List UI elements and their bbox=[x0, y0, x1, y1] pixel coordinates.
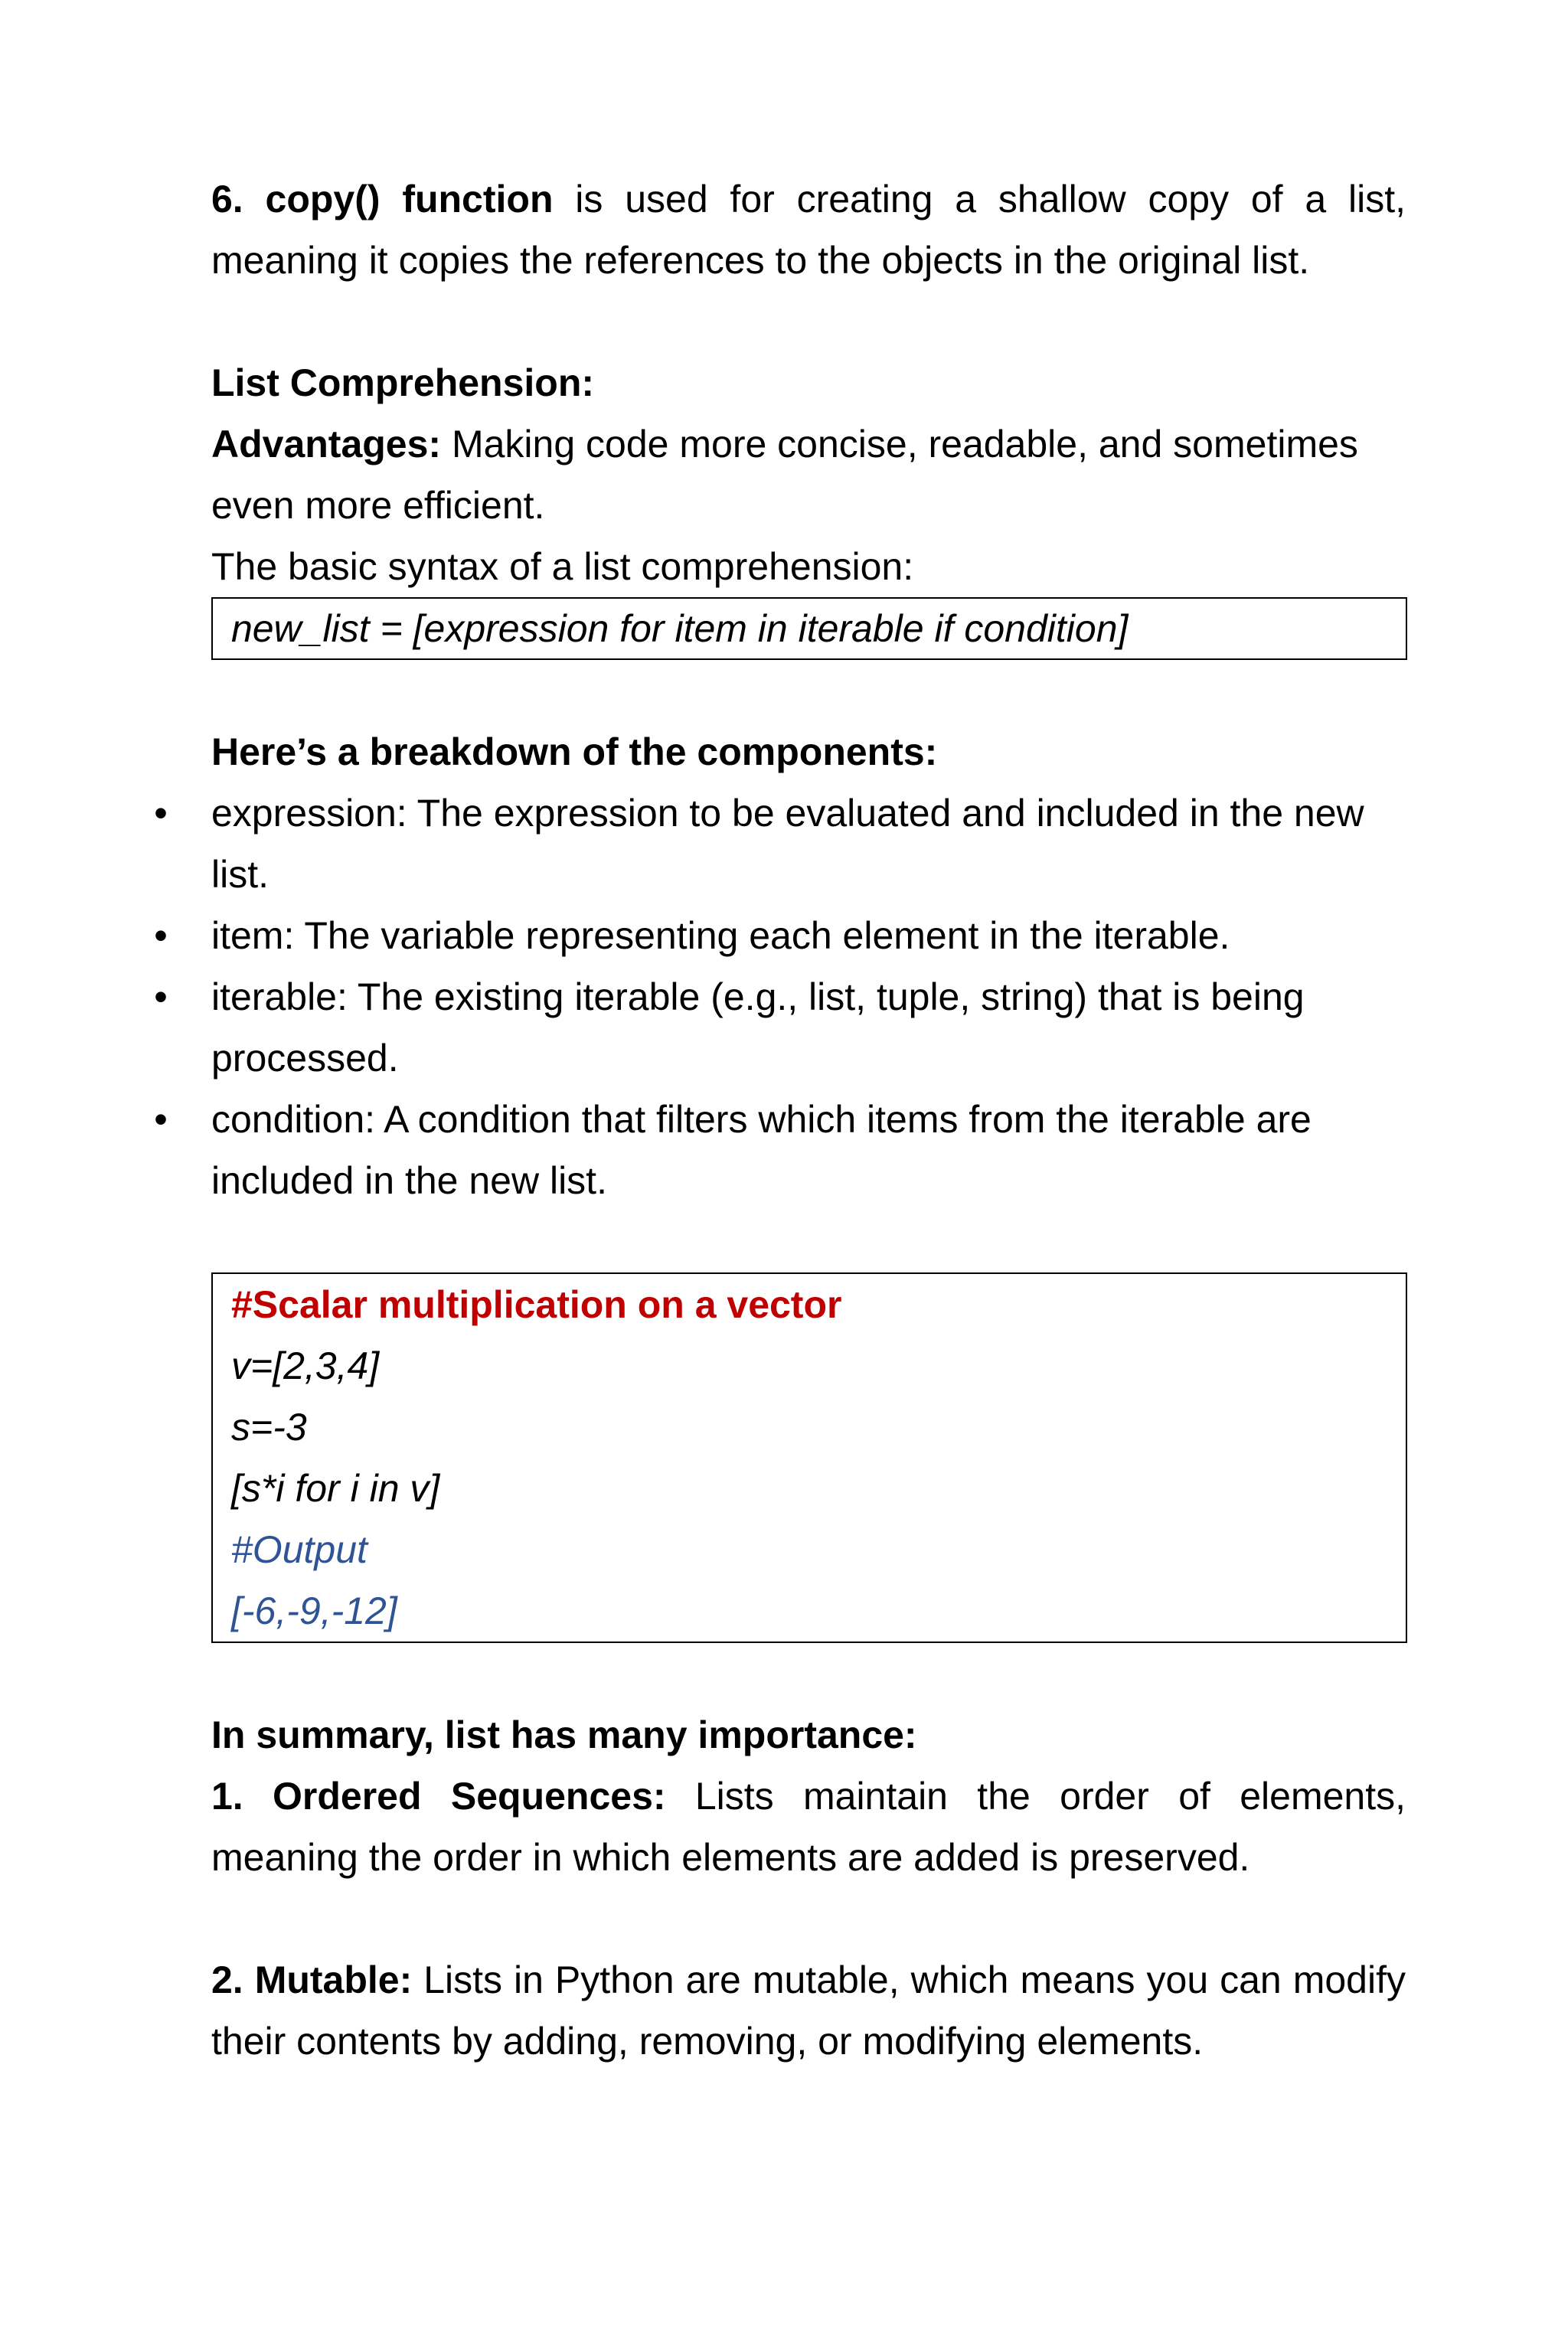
breakdown-list bbox=[154, 782, 1406, 1211]
list-item bbox=[154, 782, 1406, 905]
list-comprehension-title: List Comprehension: bbox=[211, 361, 595, 404]
breakdown-title: Here’s a breakdown of the components: bbox=[211, 730, 938, 773]
code-line: s=-3 bbox=[231, 1406, 307, 1449]
summary-point-mutable bbox=[211, 1949, 1406, 2072]
list-item-text: item: The variable representing each element in the iterable. bbox=[211, 914, 1230, 957]
copy-function-text: is used for creating a shallow copy of a list, meaning it copies the references to the objects in the original list. bbox=[211, 178, 1406, 282]
advantages-paragraph bbox=[211, 413, 1406, 536]
spacer bbox=[211, 1211, 1406, 1272]
syntax-intro: The basic syntax of a list comprehension: bbox=[211, 545, 914, 588]
summary-point-text: Lists in Python are mutable, which means you can modify their contents by adding, removing, or modifying elements. bbox=[211, 1958, 1406, 2063]
code-example-box bbox=[211, 1272, 1407, 1643]
bullet-icon: • bbox=[154, 1098, 168, 1141]
list-item bbox=[154, 1089, 1406, 1211]
spacer bbox=[211, 291, 1406, 352]
document-page bbox=[154, 168, 1406, 2072]
copy-function-paragraph bbox=[211, 168, 1406, 291]
code-line: [s*i for i in v] bbox=[231, 1467, 440, 1510]
list-item bbox=[154, 966, 1406, 1089]
summary-point-ordered bbox=[211, 1766, 1406, 1888]
spacer bbox=[211, 660, 1406, 721]
syntax-box bbox=[211, 597, 1407, 660]
copy-function-heading: 6. copy() function bbox=[211, 178, 554, 220]
code-line: v=[2,3,4] bbox=[231, 1344, 380, 1387]
list-item bbox=[154, 905, 1406, 966]
code-comment: #Scalar multiplication on a vector bbox=[231, 1283, 842, 1326]
code-output-label: #Output bbox=[231, 1528, 368, 1571]
summary-point-label: 1. Ordered Sequences: bbox=[211, 1775, 666, 1818]
syntax-text: new_list = [expression for item in iterable if condition] bbox=[231, 607, 1129, 650]
list-item-text: expression: The expression to be evaluated and included in the new list. bbox=[211, 792, 1364, 896]
bullet-icon: • bbox=[154, 792, 168, 835]
summary-point-label: 2. Mutable: bbox=[211, 1958, 413, 2001]
list-item-text: iterable: The existing iterable (e.g., list, tuple, string) that is being processed. bbox=[211, 975, 1305, 1080]
summary-title: In summary, list has many importance: bbox=[211, 1713, 917, 1756]
spacer bbox=[211, 1643, 1406, 1704]
bullet-icon: • bbox=[154, 975, 168, 1018]
code-output-value: [-6,-9,-12] bbox=[231, 1589, 397, 1632]
advantages-label: Advantages: bbox=[211, 423, 442, 466]
bullet-icon: • bbox=[154, 914, 168, 957]
list-item-text: condition: A condition that filters which items from the iterable are included in the new list. bbox=[211, 1098, 1312, 1202]
summary-point-text: Lists maintain the order of elements, meaning the order in which elements are added is preserved. bbox=[211, 1775, 1406, 1879]
spacer bbox=[211, 1888, 1406, 1949]
advantages-text: Making code more concise, readable, and sometimes even more efficient. bbox=[211, 423, 1358, 527]
